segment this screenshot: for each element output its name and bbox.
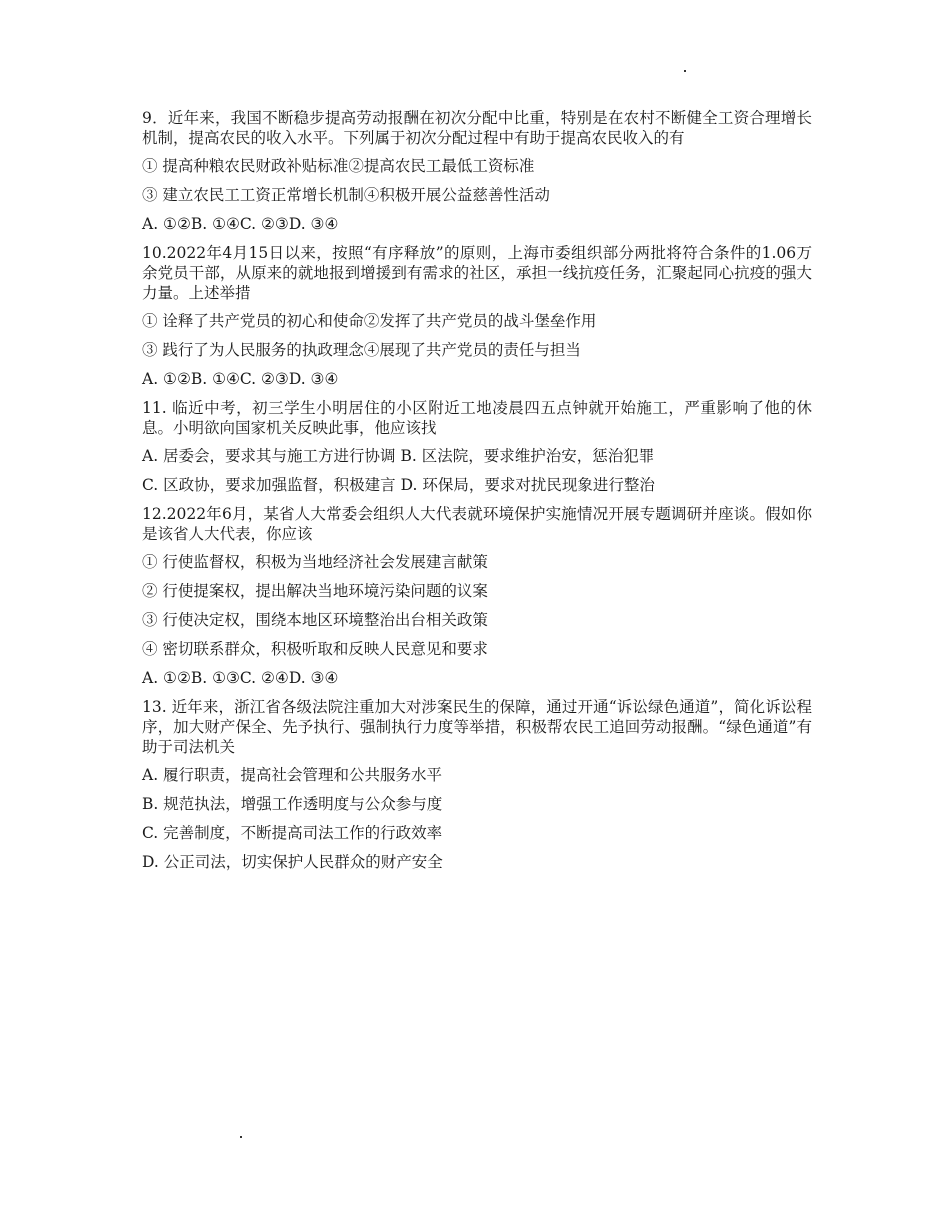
answer-choice-b: B. 规范执法，增强工作透明度与公众参与度 xyxy=(142,795,443,813)
statement-line: ③ 践行了为人民服务的执政理念④展现了共产党员的责任与担当 xyxy=(142,341,581,359)
answer-choices: A. ①②B. ①③C. ②④D. ③④ xyxy=(142,669,339,687)
answer-choice-a: A. 履行职责，提高社会管理和公共服务水平 xyxy=(142,766,443,784)
statement-line: ① 行使监督权，积极为当地经济社会发展建言献策 xyxy=(142,553,488,571)
question-stem: 10.2022年4月15日以来，按照“有序释放”的原则，上海市委组织部分两批将符合条件的1.06万余党员干部，从原来的就地报到增援到有需求的社区，承担一线抗疫任务，汇聚起同心抗疫的强大力量。上述举措 xyxy=(142,244,812,302)
question-sheet xyxy=(142,108,812,881)
question-stem: 12.2022年6月，某省人大常委会组织人大代表就环境保护实施情况开展专题调研并座谈。假如你是该省人大代表，你应该 xyxy=(142,505,812,543)
statement-line: ③ 建立农民工工资正常增长机制④积极开展公益慈善性活动 xyxy=(142,186,550,204)
statement-line: ① 提高种粮农民财政补贴标准②提高农民工最低工资标准 xyxy=(142,157,535,175)
statement-line: ④ 密切联系群众，积极听取和反映人民意见和要求 xyxy=(142,640,488,658)
question-12 xyxy=(142,504,812,688)
answer-choices: A. ①②B. ①④C. ②③D. ③④ xyxy=(142,370,339,388)
page-mark-bottom xyxy=(240,1136,242,1138)
question-10 xyxy=(142,243,812,389)
answer-choice-line: C. 区政协，要求加强监督，积极建言 D. 环保局，要求对扰民现象进行整治 xyxy=(142,476,655,494)
question-13 xyxy=(142,697,812,872)
statement-line: ① 诠释了共产党员的初心和使命②发挥了共产党员的战斗堡垒作用 xyxy=(142,312,597,330)
answer-choice-line: A. 居委会，要求其与施工方进行协调 B. 区法院，要求维护治安，惩治犯罪 xyxy=(142,447,655,465)
question-stem: 13. 近年来，浙江省各级法院注重加大对涉案民生的保障，通过开通“诉讼绿色通道”，简化诉讼程序，加大财产保全、先予执行、强制执行力度等举措，积极帮农民工追回劳动报酬。“绿色通道”有助于司法机关 xyxy=(142,698,812,756)
question-11 xyxy=(142,398,812,495)
answer-choice-d: D. 公正司法，切实保护人民群众的财产安全 xyxy=(142,853,443,871)
answer-choices: A. ①②B. ①④C. ②③D. ③④ xyxy=(142,215,339,233)
question-9 xyxy=(142,108,812,234)
question-stem: 11. 临近中考，初三学生小明居住的小区附近工地凌晨四五点钟就开始施工，严重影响了他的休息。小明欲向国家机关反映此事，他应该找 xyxy=(142,399,812,437)
answer-choice-c: C. 完善制度，不断提高司法工作的行政效率 xyxy=(142,824,443,842)
question-stem: 9．近年来，我国不断稳步提高劳动报酬在初次分配中比重，特别是在农村不断健全工资合理增长机制，提高农民的收入水平。下列属于初次分配过程中有助于提高农民收入的有 xyxy=(142,109,812,147)
statement-line: ③ 行使决定权，围绕本地区环境整治出台相关政策 xyxy=(142,611,488,629)
statement-line: ② 行使提案权，提出解决当地环境污染问题的议案 xyxy=(142,582,488,600)
page-mark-top xyxy=(684,70,686,72)
